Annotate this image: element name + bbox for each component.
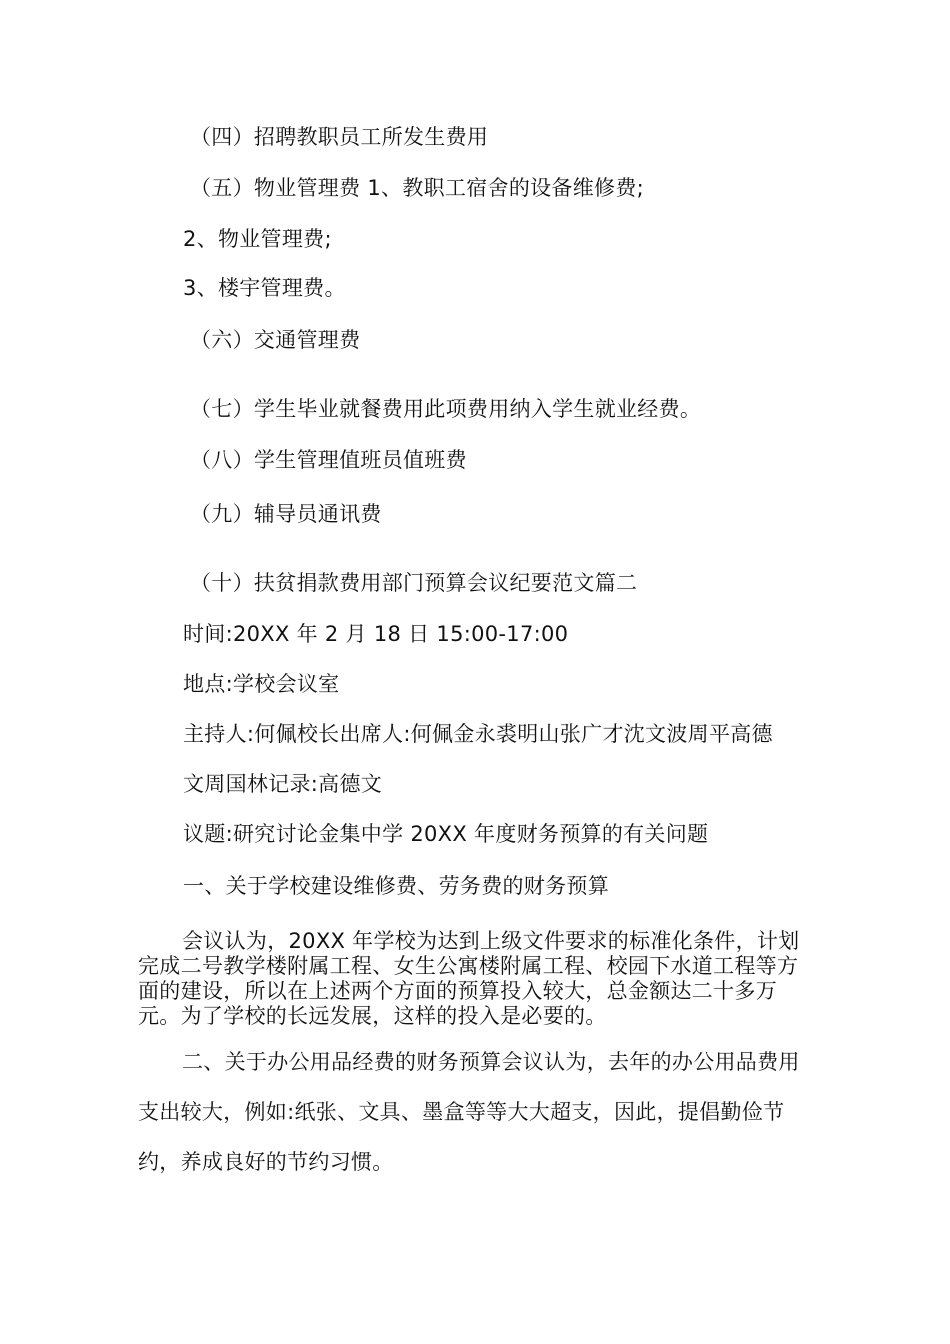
item-five: （五）物业管理费 1、教职工宿舍的设备维修费;: [190, 176, 645, 200]
meeting-recorder: 文周国林记录:高德文: [183, 772, 383, 796]
section-one-body: 会议认为，20XX 年学校为达到上级文件要求的标准化条件，计划完成二号教学楼附属工程、女生公寓楼附属工程、校园下水道工程等方面的建设，所以在上述两个方面的预算投入较大，总金额达二十多万元。为了学校的长远发展，这样的投入是必要的。: [138, 929, 800, 1028]
meeting-location: 地点:学校会议室: [183, 672, 340, 696]
meeting-host-attendees: 主持人:何佩校长出席人:何佩金永裘明山张广才沈文波周平高德: [183, 722, 773, 746]
meeting-time: 时间:20XX 年 2 月 18 日 15:00-17:00: [183, 622, 569, 646]
item-four: （四）招聘教职员工所发生费用: [190, 125, 489, 149]
item-five-sub-3: 3、楼宇管理费。: [183, 276, 346, 300]
section-one-heading: 一、关于学校建设维修费、劳务费的财务预算: [183, 874, 609, 898]
item-six: （六）交通管理费: [190, 328, 361, 352]
item-ten-section-title: （十）扶贫捐款费用部门预算会议纪要范文篇二: [190, 571, 638, 595]
meeting-topic: 议题:研究讨论金集中学 20XX 年度财务预算的有关问题: [183, 822, 709, 846]
section-two-body: 二、关于办公用品经费的财务预算会议认为，去年的办公用品费用支出较大，例如:纸张、文具、墨盒等等大大超支，因此，提倡勤俭节约，养成良好的节约习惯。: [138, 1050, 800, 1174]
item-eight: （八）学生管理值班员值班费: [190, 448, 467, 472]
item-nine: （九）辅导员通讯费: [190, 502, 382, 526]
item-five-sub-2: 2、物业管理费;: [183, 227, 332, 251]
item-seven: （七）学生毕业就餐费用此项费用纳入学生就业经费。: [190, 397, 702, 421]
